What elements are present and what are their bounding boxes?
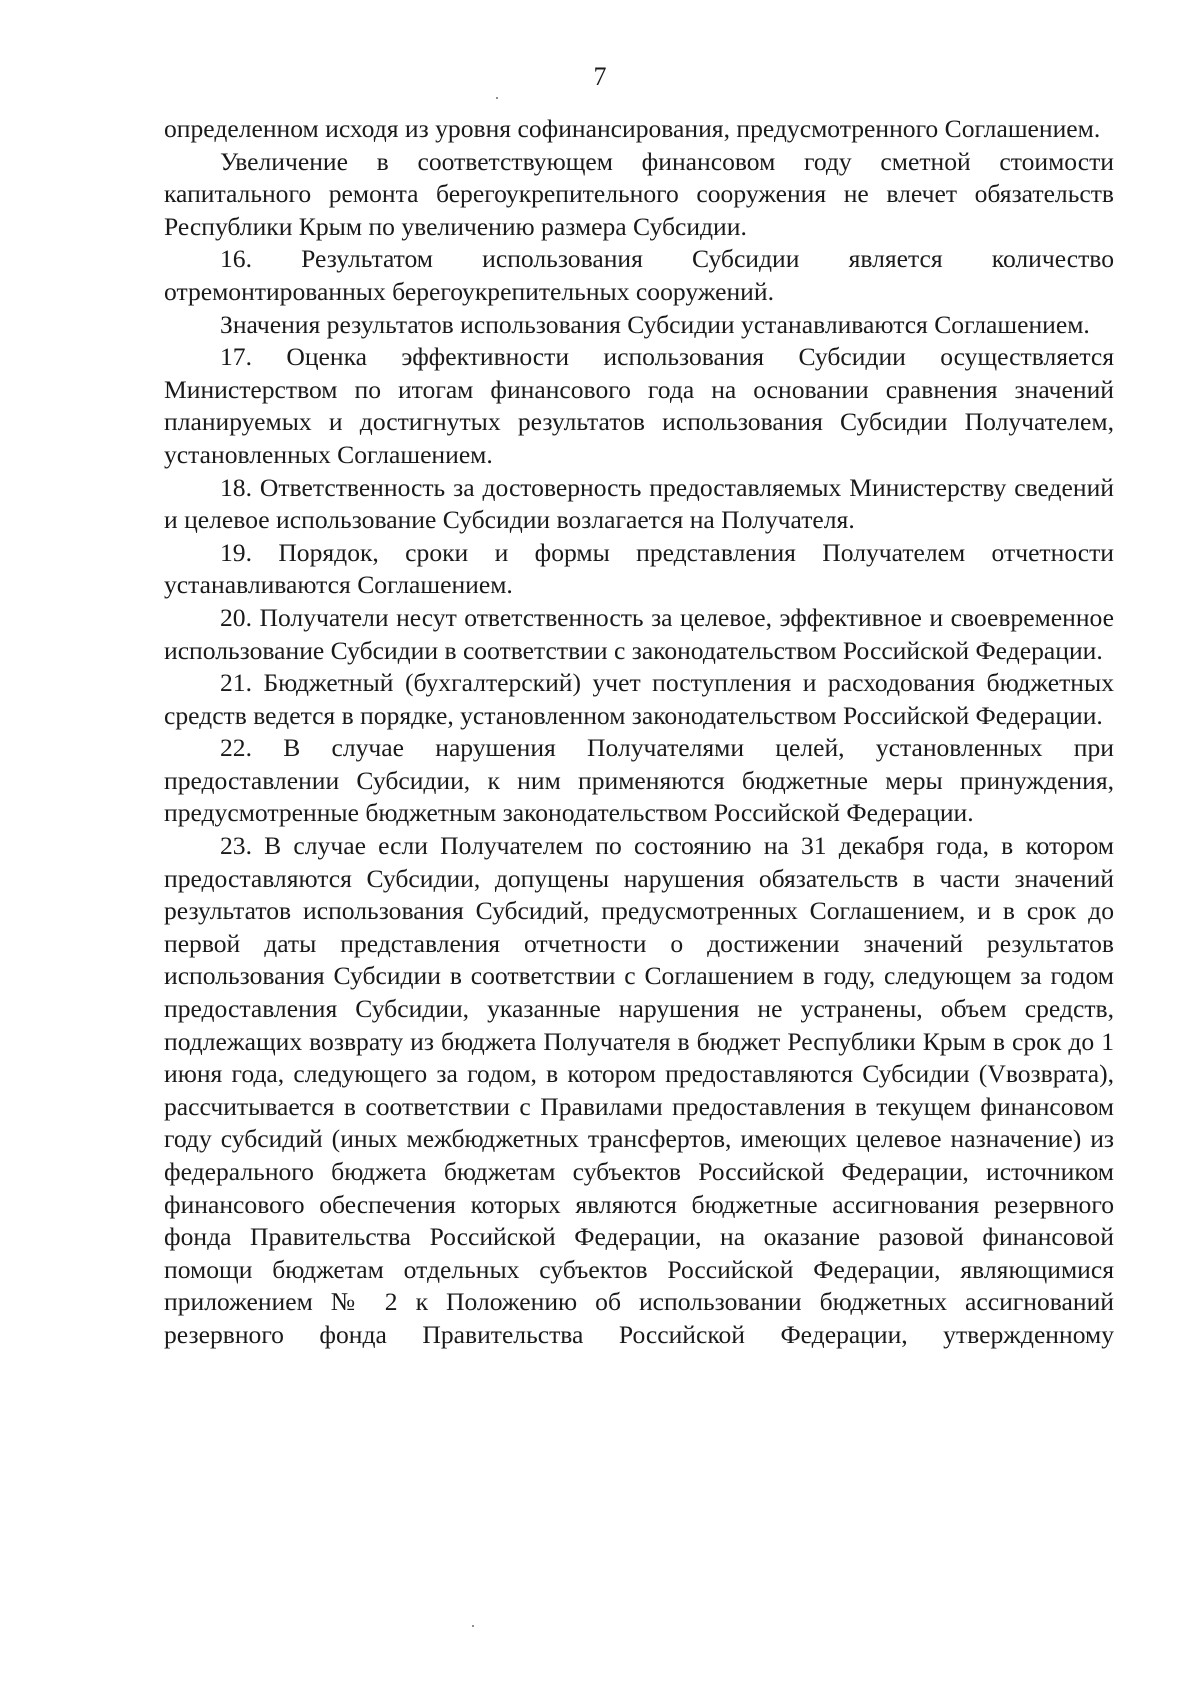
scan-speck [496, 97, 498, 99]
paragraph-21: 21. Бюджетный (бухгалтерский) учет поступления и расходования бюджетных средств ведется в порядке, установленном законодательством Российской Федерации. [164, 668, 1114, 730]
paragraph-17: 17. Оценка эффективности использования Субсидии осуществляется Министерством по итогам финансового года на основании сравнения значений планируемых и достигнутых результатов использования Субсидии Получателем, установленных Соглашением. [164, 342, 1114, 469]
paragraph-19: 19. Порядок, сроки и формы представления Получателем отчетности устанавливаются Соглашением. [164, 537, 1114, 600]
paragraph-cost-increase: Увеличение в соответствующем финансовом году сметной стоимости капитального ремонта берегоукрепительного сооружения не влечет обязательств Республики Крым по увеличению размера Субсидии. [164, 146, 1114, 241]
paragraph-16-values: Значения результатов использования Субсидии устанавливаются Соглашением. [220, 309, 1090, 339]
paragraph-23: 23. В случае если Получателем по состоянию на 31 декабря года, в котором предоставляются Субсидии, допущены нарушения обязательств в части значений результатов использования Субсидий, предусмотренных Соглашением, и в срок до первой даты представления отчетности о достижении значений результатов использования Субсидии в соответствии с Соглашением в году, следующем за годом предоставления Субсидии, указанные нарушения не устранены, объем средств, подлежащих возврату из бюджета Получателя в бюджет Республики Крым в срок до 1 июня года, следующего за годом, в котором предоставляются Субсидии (Vвозврата), рассчитывается в соответствии с Правилами предоставления в текущем финансовом году субсидий (иных межбюджетных трансфертов, имеющих целевое назначение) из федерального бюджета бюджетам субъектов Российской Федерации, источником финансового обеспечения которых являются бюджетные ассигнования резервного фонда Правительства Российской Федерации, на оказание разовой финансовой помощи бюджетам отдельных субъектов Российской Федерации, являющимися приложением № 2 к Положению об использовании бюджетных ассигнований резервного фонда Правительства Российской Федерации, утвержденному [164, 831, 1114, 1349]
document-body [164, 113, 1114, 1352]
paragraph-22: 22. В случае нарушения Получателями целей, установленных при предоставлении Субсидии, к ним применяются бюджетные меры принуждения, предусмотренные бюджетным законодательством Российской Федерации. [164, 733, 1114, 828]
paragraph-continuation: определенном исходя из уровня софинансирования, предусмотренного Соглашением. [164, 114, 1101, 143]
paragraph-20: 20. Получатели несут ответственность за целевое, эффективное и своевременное использование Субсидии в соответствии с законодательством Российской Федерации. [164, 602, 1114, 665]
paragraph-18: 18. Ответственность за достоверность предоставляемых Министерству сведений и целевое использование Субсидии возлагается на Получателя. [164, 472, 1114, 535]
page-number: 7 [593, 62, 607, 91]
scan-speck [472, 1625, 474, 1627]
paragraph-16: 16. Результатом использования Субсидии является количество отремонтированных берегоукрепительных сооружений. [164, 244, 1114, 306]
